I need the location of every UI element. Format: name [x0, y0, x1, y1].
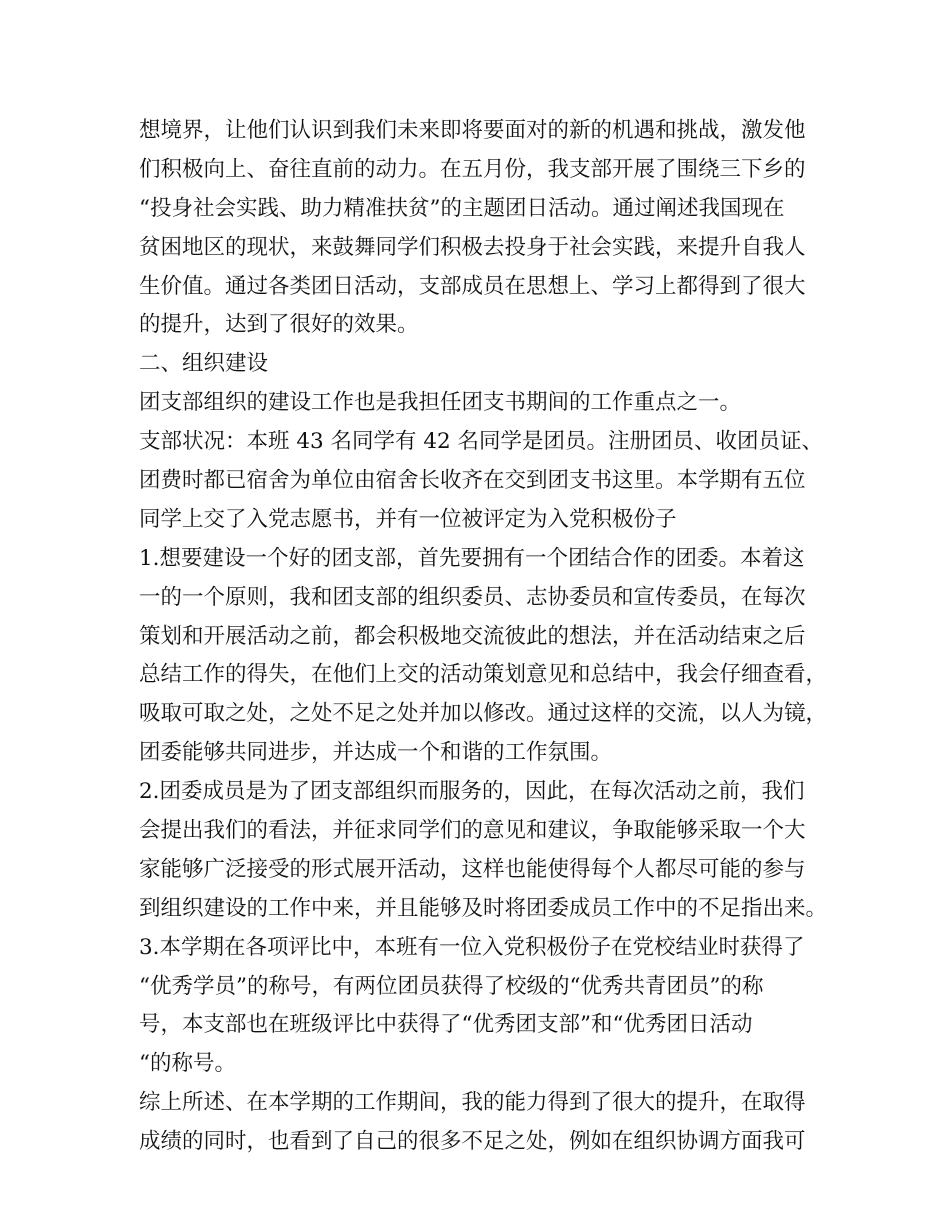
text-line: 的提升，达到了很好的效果。: [139, 312, 419, 338]
text-line: 生价值。通过各类团日活动，支部成员在思想上、学习上都得到了很大: [139, 273, 806, 299]
text-line: 贫困地区的现状，来鼓舞同学们积极去投身于社会实践，来提升自我人: [139, 234, 806, 260]
text-line: “的称号。: [139, 1051, 236, 1077]
text-line: 家能够广泛接受的形式展开活动，这样也能使得每个人都尽可能的参与: [139, 856, 806, 882]
text-line: 吸取可取之处，之处不足之处并加以修改。通过这样的交流，以人为镜，: [139, 701, 828, 727]
text-line: 们积极向上、奋往直前的动力。在五月份，我支部开展了围绕三下乡的: [139, 156, 806, 182]
text-line: 团支部组织的建设工作也是我担任团支书期间的工作重点之一。: [139, 390, 742, 416]
text-line: 2.团委成员是为了团支部组织而服务的，因此，在每次活动之前，我们: [139, 779, 805, 805]
text-line: 号，本支部也在班级评比中获得了“优秀团支部”和“优秀团日活动: [139, 1012, 753, 1038]
text-line: 一的一个原则，我和团支部的组织委员、志协委员和宣传委员，在每次: [139, 584, 806, 610]
text-line: 到组织建设的工作中来，并且能够及时将团委成员工作中的不足指出来。: [139, 895, 828, 921]
text-line: 综上所述、在本学期的工作期间，我的能力得到了很大的提升，在取得: [139, 1090, 806, 1116]
text-line: 1.想要建设一个好的团支部，首先要拥有一个团结合作的团委。本着这: [139, 545, 805, 571]
section-heading: 二、组织建设: [139, 351, 269, 377]
text-line: 团费时都已宿舍为单位由宿舍长收齐在交到团支书这里。本学期有五位: [139, 468, 806, 494]
text-line: 策划和开展活动之前，都会积极地交流彼此的想法，并在活动结束之后: [139, 623, 806, 649]
text-line: 支部状况：本班 43 名同学有 42 名同学是团员。注册团员、收团员证、: [139, 429, 824, 455]
text-line: 同学上交了入党志愿书，并有一位被评定为入党积极份子: [139, 506, 677, 532]
text-line: 总结工作的得失，在他们上交的活动策划意见和总结中，我会仔细查看，: [139, 662, 828, 688]
text-line: 3.本学期在各项评比中，本班有一位入党积极份子在党校结业时获得了: [139, 934, 805, 960]
document-body: [139, 112, 829, 1162]
text-line: “优秀学员”的称号，有两位团员获得了校级的“优秀共青团员”的称: [139, 973, 764, 999]
text-line: 成绩的同时，也看到了自己的很多不足之处，例如在组织协调方面我可: [139, 1129, 806, 1155]
text-line: “投身社会实践、助力精准扶贫”的主题团日活动。通过阐述我国现在: [139, 195, 785, 221]
text-line: 会提出我们的看法，并征求同学们的意见和建议，争取能够采取一个大: [139, 818, 806, 844]
text-line: 团委能够共同进步，并达成一个和谐的工作氛围。: [139, 740, 613, 766]
text-line: 想境界，让他们认识到我们未来即将要面对的新的机遇和挑战，激发他: [139, 118, 806, 143]
